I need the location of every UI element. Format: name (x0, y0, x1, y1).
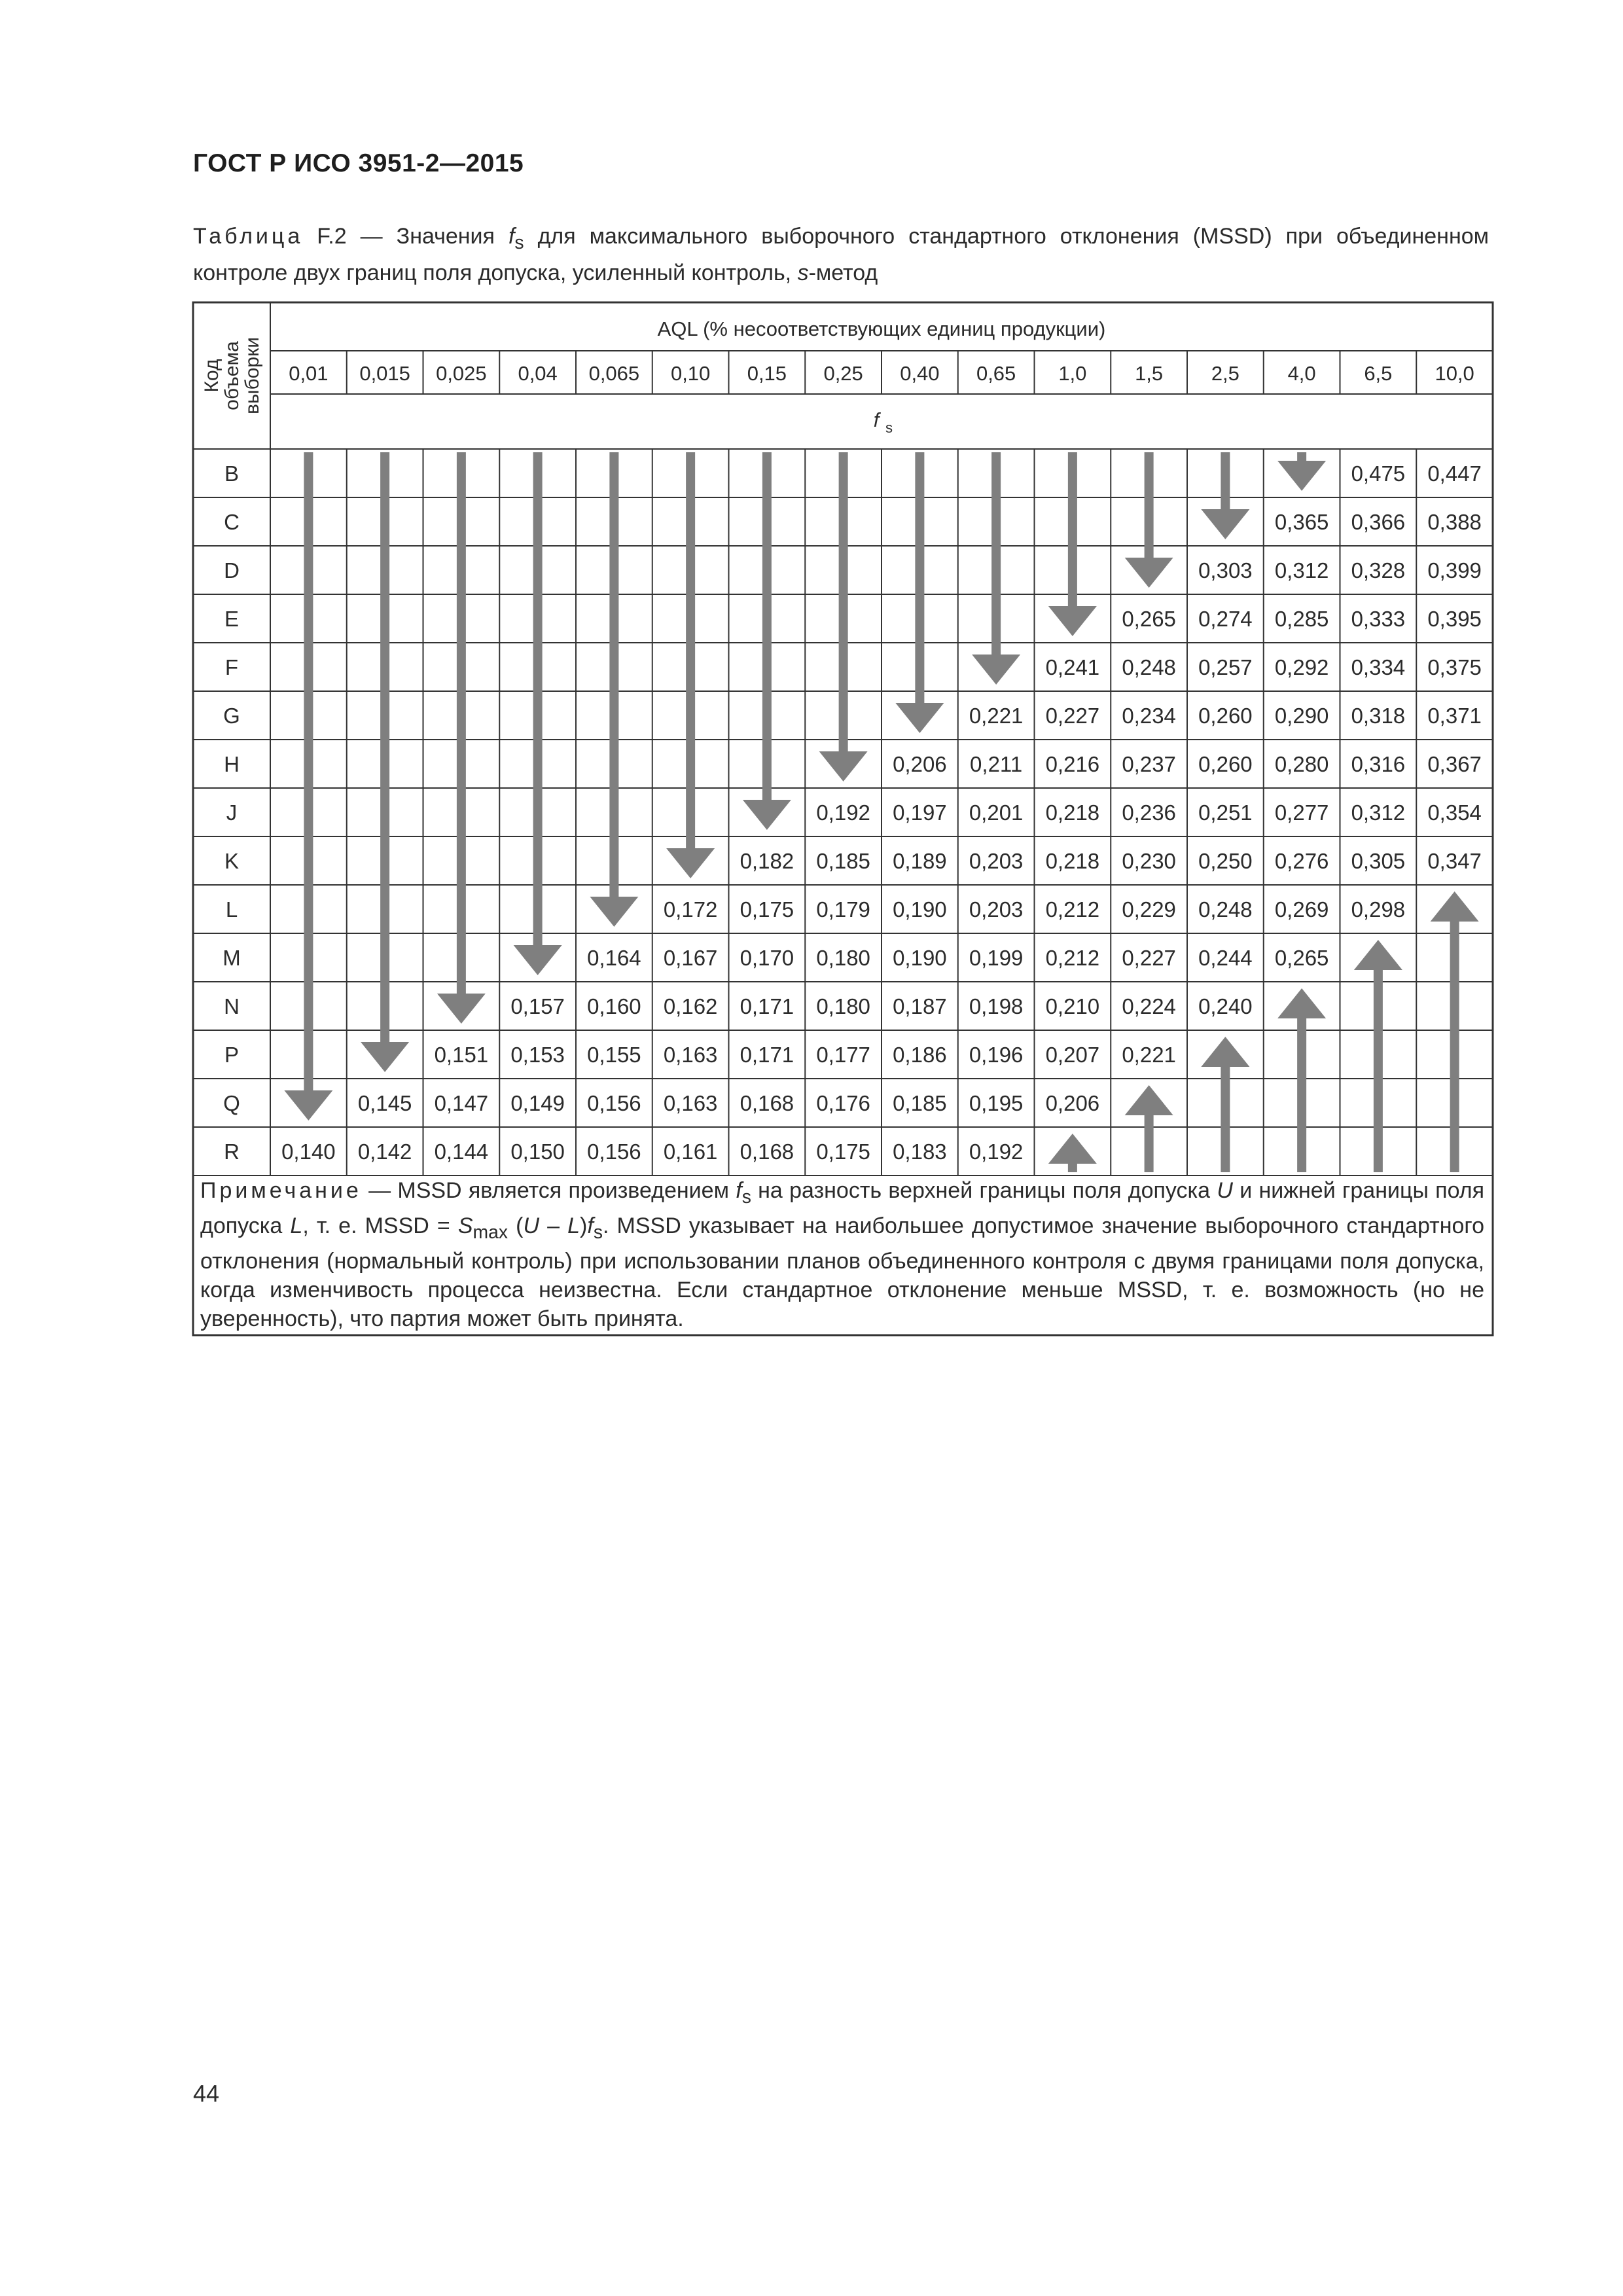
row-code: J (226, 800, 238, 825)
table-cell-value: 0,269 (1274, 897, 1329, 922)
aql-value: 0,65 (976, 362, 1016, 385)
row-header-label: выборки (241, 337, 263, 414)
table-cell-value: 0,186 (893, 1043, 947, 1067)
table-cell-value: 0,218 (1045, 800, 1100, 825)
row-header-label: Код (201, 359, 223, 393)
note-f-symbol-2: f (587, 1213, 594, 1238)
up-arrow-icon (1277, 988, 1326, 1172)
table-cell-value: 0,197 (893, 800, 947, 825)
table-cell-value: 0,153 (510, 1043, 565, 1067)
table-cell-value: 0,196 (969, 1043, 1024, 1067)
caption-f-subscript: s (514, 232, 524, 253)
note-l-symbol: L (290, 1213, 303, 1238)
table-cell-value: 0,179 (816, 897, 870, 922)
table-cell-value: 0,251 (1198, 800, 1253, 825)
down-arrow-icon (590, 452, 638, 927)
row-code: H (224, 752, 240, 776)
table-cell-value: 0,257 (1198, 655, 1253, 679)
note-s-symbol: S (457, 1213, 473, 1238)
fs-subscript: s (885, 420, 893, 436)
table-cell-value: 0,447 (1427, 461, 1482, 486)
table-cell-value: 0,265 (1274, 946, 1329, 970)
table-cell-value: 0,198 (969, 994, 1024, 1018)
down-arrow-icon (1125, 452, 1173, 588)
table-cell-value: 0,206 (1045, 1091, 1100, 1115)
table-cell-value: 0,180 (816, 946, 870, 970)
table-cell-value: 0,149 (510, 1091, 565, 1115)
table-cell-value: 0,168 (740, 1139, 794, 1164)
note-f-subscript-2: s (593, 1221, 603, 1243)
down-arrow-icon (1201, 452, 1249, 539)
row-code: P (224, 1043, 240, 1067)
note-l-symbol-2: L (567, 1213, 580, 1238)
table-cell-value: 0,145 (357, 1091, 412, 1115)
aql-value: 0,25 (823, 362, 863, 385)
table-cell-value: 0,347 (1427, 849, 1482, 873)
table-cell-value: 0,199 (969, 946, 1024, 970)
row-code: Q (223, 1091, 240, 1115)
down-arrow-icon (819, 452, 868, 781)
table-cell-value: 0,280 (1274, 752, 1329, 776)
table-cell-value: 0,192 (816, 800, 870, 825)
fs-symbol: f (873, 408, 880, 431)
note-f-subscript: s (741, 1186, 751, 1208)
table-cell-value: 0,305 (1351, 849, 1406, 873)
table-cell-value: 0,227 (1122, 946, 1176, 970)
aql-value: 0,015 (359, 362, 410, 385)
table-cell-value: 0,276 (1274, 849, 1329, 873)
up-arrow-icon (1125, 1085, 1173, 1172)
row-code: K (224, 849, 240, 873)
row-code: D (224, 558, 240, 583)
table-cell-value: 0,157 (510, 994, 565, 1018)
table-cell-value: 0,162 (663, 994, 718, 1018)
note-text-2: на разность верхней границы поля допуска (751, 1178, 1217, 1203)
aql-value: 0,025 (436, 362, 487, 385)
table-cell-value: 0,240 (1198, 994, 1253, 1018)
table-cell-value: 0,221 (969, 704, 1024, 728)
table-cell-value: 0,161 (663, 1139, 718, 1164)
table-cell-value: 0,274 (1198, 607, 1253, 631)
aql-value: 0,065 (588, 362, 640, 385)
table-cell-value: 0,265 (1122, 607, 1176, 631)
table-cell-value: 0,312 (1351, 800, 1406, 825)
table-cell-value: 0,298 (1351, 897, 1406, 922)
table-cell-value: 0,260 (1198, 704, 1253, 728)
note-u-symbol-2: U (523, 1213, 540, 1238)
table-cell-value: 0,375 (1427, 655, 1482, 679)
table-cell-value: 0,170 (740, 946, 794, 970)
table-cell-value: 0,185 (893, 1091, 947, 1115)
row-code: N (224, 994, 240, 1018)
table-cell-value: 0,241 (1045, 655, 1100, 679)
table-cell-value: 0,185 (816, 849, 870, 873)
table-cell-value: 0,395 (1427, 607, 1482, 631)
table-cell-value: 0,211 (970, 752, 1023, 776)
table-cell-value: 0,365 (1274, 510, 1329, 534)
table-cell-value: 0,160 (587, 994, 641, 1018)
caption-prefix: F.2 — Значения (303, 224, 508, 249)
table-cell-value: 0,221 (1122, 1043, 1176, 1067)
row-code: R (224, 1139, 240, 1164)
table-cell-value: 0,312 (1274, 558, 1329, 583)
down-arrow-icon (743, 452, 791, 830)
aql-value: 0,10 (670, 362, 711, 385)
table-cell-value: 0,156 (587, 1091, 641, 1115)
table-cell-value: 0,177 (816, 1043, 870, 1067)
row-code: L (225, 897, 238, 922)
note-text-6: ) (580, 1213, 588, 1238)
row-header-label: объема (221, 341, 243, 410)
table-cell-value: 0,260 (1198, 752, 1253, 776)
aql-value: 0,40 (900, 362, 940, 385)
table-cell-value: 0,203 (969, 849, 1024, 873)
row-code: E (224, 607, 240, 631)
table-cell-value: 0,218 (1045, 849, 1100, 873)
aql-value: 2,5 (1211, 362, 1240, 385)
table-cell-value: 0,333 (1351, 607, 1406, 631)
table-cell-value: 0,164 (587, 946, 641, 970)
note-u-symbol: U (1217, 1178, 1233, 1203)
table-cell-value: 0,172 (663, 897, 718, 922)
table-cell-value: 0,190 (893, 946, 947, 970)
table-cell-value: 0,171 (740, 1043, 794, 1067)
table-cell-value: 0,142 (357, 1139, 412, 1164)
table-cell-value: 0,277 (1274, 800, 1329, 825)
table-cell-value: 0,285 (1274, 607, 1329, 631)
document-title: ГОСТ Р ИСО 3951-2—2015 (193, 149, 524, 177)
caption-f-symbol: f (508, 224, 515, 249)
table-cell-value: 0,248 (1198, 897, 1253, 922)
table-cell-value: 0,250 (1198, 849, 1253, 873)
page-number: 44 (193, 2080, 220, 2107)
note-dash: – (539, 1213, 568, 1238)
note-text-5: ( (508, 1213, 524, 1238)
table-cell-value: 0,328 (1351, 558, 1406, 583)
table-cell-value: 0,292 (1274, 655, 1329, 679)
row-code: M (223, 946, 241, 970)
table-cell-value: 0,147 (434, 1091, 489, 1115)
table-cell-value: 0,168 (740, 1091, 794, 1115)
table-cell-value: 0,334 (1351, 655, 1406, 679)
table-cell-value: 0,230 (1122, 849, 1176, 873)
table-cell-value: 0,475 (1351, 461, 1406, 486)
down-arrow-icon (1277, 452, 1326, 491)
table-cell-value: 0,303 (1198, 558, 1253, 583)
note-text-4: , т. е. MSSD = (302, 1213, 458, 1238)
aql-value: 0,01 (289, 362, 329, 385)
aql-value: 0,15 (747, 362, 787, 385)
note-text-1: — MSSD является произведением (361, 1178, 736, 1203)
row-code: F (224, 655, 239, 679)
up-arrow-icon (1048, 1134, 1097, 1172)
up-arrow-icon (1201, 1037, 1249, 1172)
table-cell-value: 0,316 (1351, 752, 1406, 776)
table-cell-value: 0,183 (893, 1139, 947, 1164)
table-cell-value: 0,195 (969, 1091, 1024, 1115)
table-cell-value: 0,201 (969, 800, 1024, 825)
table-cell-value: 0,210 (1045, 994, 1100, 1018)
table-cell-value: 0,366 (1351, 510, 1406, 534)
table-cell-value: 0,155 (587, 1043, 641, 1067)
table-cell-value: 0,224 (1122, 994, 1176, 1018)
table-cell-value: 0,163 (663, 1091, 718, 1115)
table-cell-value: 0,175 (740, 897, 794, 922)
row-code: C (224, 510, 240, 534)
table-cell-value: 0,156 (587, 1139, 641, 1164)
table-cell-value: 0,216 (1045, 752, 1100, 776)
table-cell-value: 0,192 (969, 1139, 1024, 1164)
aql-value: 10,0 (1435, 362, 1474, 385)
table-cell-value: 0,190 (893, 897, 947, 922)
up-arrow-icon (1354, 940, 1402, 1172)
table-cell-value: 0,176 (816, 1091, 870, 1115)
row-code: B (224, 461, 240, 486)
table-cell-value: 0,236 (1122, 800, 1176, 825)
table-cell-value: 0,234 (1122, 704, 1176, 728)
caption-label: Таблица (193, 224, 304, 249)
note-max-subscript: max (473, 1221, 508, 1243)
table-cell-value: 0,388 (1427, 510, 1482, 534)
table-cell-value: 0,227 (1045, 704, 1100, 728)
table-cell-value: 0,244 (1198, 946, 1253, 970)
down-arrow-icon (284, 452, 332, 1121)
caption-s-symbol: s (797, 260, 809, 285)
table-cell-value: 0,248 (1122, 655, 1176, 679)
table-note (200, 1176, 1484, 1333)
table-cell-value: 0,182 (740, 849, 794, 873)
aql-value: 0,04 (518, 362, 558, 385)
table-cell-value: 0,290 (1274, 704, 1329, 728)
table-cell-value: 0,175 (816, 1139, 870, 1164)
note-label: Примечание (200, 1178, 362, 1203)
table-cell-value: 0,144 (434, 1139, 489, 1164)
table-cell-value: 0,237 (1122, 752, 1176, 776)
table-cell-value: 0,207 (1045, 1043, 1100, 1067)
table-cell-value: 0,171 (740, 994, 794, 1018)
table-cell-value: 0,354 (1427, 800, 1482, 825)
table-cell-value: 0,167 (663, 946, 718, 970)
note-text-3: и нижней границы поля допуска (200, 1178, 1484, 1238)
aql-value: 4,0 (1287, 362, 1316, 385)
aql-value: 6,5 (1364, 362, 1393, 385)
aql-header: AQL (% несоответствующих единиц продукции) (657, 317, 1106, 340)
table-cell-value: 0,163 (663, 1043, 718, 1067)
note-text-7: . MSSD указывает на наибольшее допустимое значение выборочного стандартного отклонения (нормальный контроль) при использовании планов объединенного контроля с двумя границами поля допуска, когда изменчивость процесса неизвестна. Если стандартное отклонение меньше MSSD, т. е. возможность (но не уверенность), что партия может быть принята. (200, 1213, 1484, 1331)
table-cell-value: 0,212 (1045, 946, 1100, 970)
row-code: G (223, 704, 240, 728)
table-cell-value: 0,150 (510, 1139, 565, 1164)
table-cell-value: 0,206 (893, 752, 947, 776)
table-cell-value: 0,187 (893, 994, 947, 1018)
note-f-symbol: f (736, 1178, 742, 1203)
caption-text: для максимального выборочного стандартного отклонения (MSSD) при объединенном контроле двух границ поля допуска, усиленный контроль, (193, 224, 1489, 285)
table-cell-value: 0,140 (281, 1139, 336, 1164)
table-cell-value: 0,367 (1427, 752, 1482, 776)
table-cell-value: 0,371 (1427, 704, 1482, 728)
aql-value: 1,0 (1058, 362, 1087, 385)
table-cell-value: 0,151 (434, 1043, 489, 1067)
down-arrow-icon (437, 452, 486, 1024)
table-cell-value: 0,229 (1122, 897, 1176, 922)
table-cell-value: 0,318 (1351, 704, 1406, 728)
table-cell-value: 0,203 (969, 897, 1024, 922)
table-cell-value: 0,189 (893, 849, 947, 873)
down-arrow-icon (666, 452, 715, 878)
table-cell-value: 0,212 (1045, 897, 1100, 922)
down-arrow-icon (972, 452, 1020, 685)
down-arrow-icon (1048, 452, 1097, 636)
table-cell-value: 0,180 (816, 994, 870, 1018)
caption-suffix: -метод (808, 260, 878, 285)
table-cell-value: 0,399 (1427, 558, 1482, 583)
down-arrow-icon (514, 452, 562, 975)
aql-value: 1,5 (1135, 362, 1164, 385)
